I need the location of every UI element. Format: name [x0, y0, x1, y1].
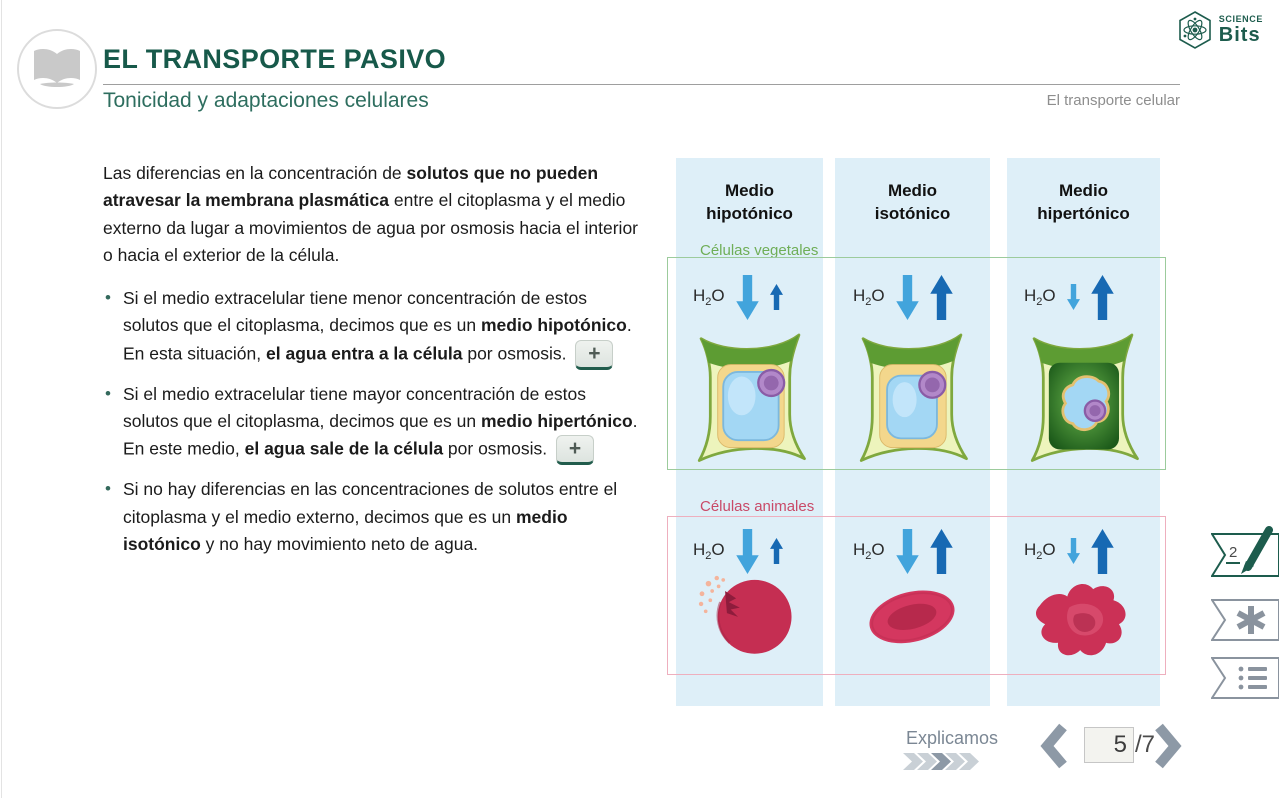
water-out-arrow-icon	[770, 538, 783, 564]
expand-plus-button[interactable]: +	[575, 340, 613, 370]
water-in-arrow-icon	[1067, 538, 1080, 564]
intro-paragraph: Las diferencias en la concentración de solutos que no pueden atravesar la membrana plasmática entre el citoplasma y el medio externo da lugar a movimientos de agua por osmosis hacia el interior o hacia el exterior de la célula.	[103, 163, 639, 265]
lesson-text	[103, 160, 645, 569]
page-number-input[interactable]: 5	[1084, 727, 1134, 763]
page-total: /7	[1135, 731, 1156, 758]
logo-text-science: SCIENCE	[1218, 14, 1263, 24]
page-subtitle: Tonicidad y adaptaciones celulares	[103, 89, 429, 112]
water-in-arrow-icon	[1067, 284, 1080, 310]
tonicity-diagram	[663, 158, 1169, 706]
atom-hexagon-icon	[1176, 10, 1214, 50]
column-header: Medio hipotónico	[706, 181, 793, 223]
index-tab[interactable]	[1211, 656, 1279, 700]
expand-plus-button[interactable]: +	[556, 435, 594, 465]
water-out-arrow-icon	[770, 284, 783, 310]
bullet-isotonico: • Si no hay diferencias en las concentraciones de solutos entre el citoplasma y el medio externo, decimos que es un medio isotónico y no hay movimiento neto de agua.	[103, 476, 645, 558]
column-header: Medio hipertónico	[1037, 181, 1130, 223]
notes-tab[interactable]	[1211, 518, 1279, 580]
page-title: EL TRANSPORTE PASIVO	[103, 44, 447, 74]
h2o-label: $H_2O$	[853, 540, 885, 562]
h2o-label: $H_2O$	[693, 540, 725, 562]
notes-count[interactable]: 2	[1226, 544, 1240, 564]
water-in-arrow-icon	[896, 275, 919, 320]
bullet-dot: •	[105, 479, 111, 499]
red-blood-cell-lysed-image	[690, 566, 810, 664]
list-icon	[1239, 667, 1267, 690]
breadcrumb: El transporte celular	[1046, 92, 1180, 109]
h2o-label: $H_2O$	[853, 286, 885, 308]
water-in-arrow-icon	[736, 275, 759, 320]
bullet-hipotonico: • Si el medio extracelular tiene menor concentración de estos solutos que el citoplasma, decimos que es un medio hipotónico. En esta situación, el agua entra a la célula por osmosis. +	[103, 285, 645, 370]
column-header: Medio isotónico	[874, 181, 951, 223]
book-icon	[16, 28, 98, 110]
bullet-list	[103, 285, 645, 558]
plant-cells-label: Células vegetales	[700, 242, 819, 259]
glossary-tab[interactable]	[1211, 598, 1279, 642]
water-flow-plant-isotonico	[853, 272, 953, 322]
water-flow-plant-hipotonico	[693, 272, 783, 322]
section-label: Explicamos	[905, 728, 999, 748]
plant-cell-plasmolyzed-image	[1023, 324, 1143, 466]
water-out-arrow-icon	[930, 275, 953, 320]
science-bits-logo	[1176, 10, 1263, 50]
prev-page-button[interactable]	[1038, 722, 1068, 770]
header-divider	[103, 84, 1180, 85]
animal-cells-label: Células animales	[700, 498, 815, 515]
next-page-button[interactable]	[1154, 722, 1184, 770]
bullet-dot: •	[105, 383, 111, 403]
bullet-hipertonico: • Si el medio extracelular tiene mayor concentración de estos solutos que el citoplasma, decimos que es un medio hipertónico. En este medio, el agua sale de la célula por osmosis. +	[103, 381, 645, 466]
water-flow-plant-hipertonico	[1024, 272, 1114, 322]
logo-text-bits: Bits	[1218, 24, 1261, 46]
h2o-label: $H_2O$	[1024, 286, 1056, 308]
red-blood-cell-normal-image	[852, 566, 972, 664]
section-progress	[903, 753, 979, 770]
h2o-label: $H_2O$	[693, 286, 725, 308]
plant-cell-turgid-image	[690, 324, 810, 466]
h2o-label: $H_2O$	[1024, 540, 1056, 562]
water-out-arrow-icon	[1091, 275, 1114, 320]
plant-cell-normal-image	[852, 324, 972, 466]
red-blood-cell-crenated-image	[1023, 566, 1143, 664]
bullet-dot: •	[105, 288, 111, 308]
